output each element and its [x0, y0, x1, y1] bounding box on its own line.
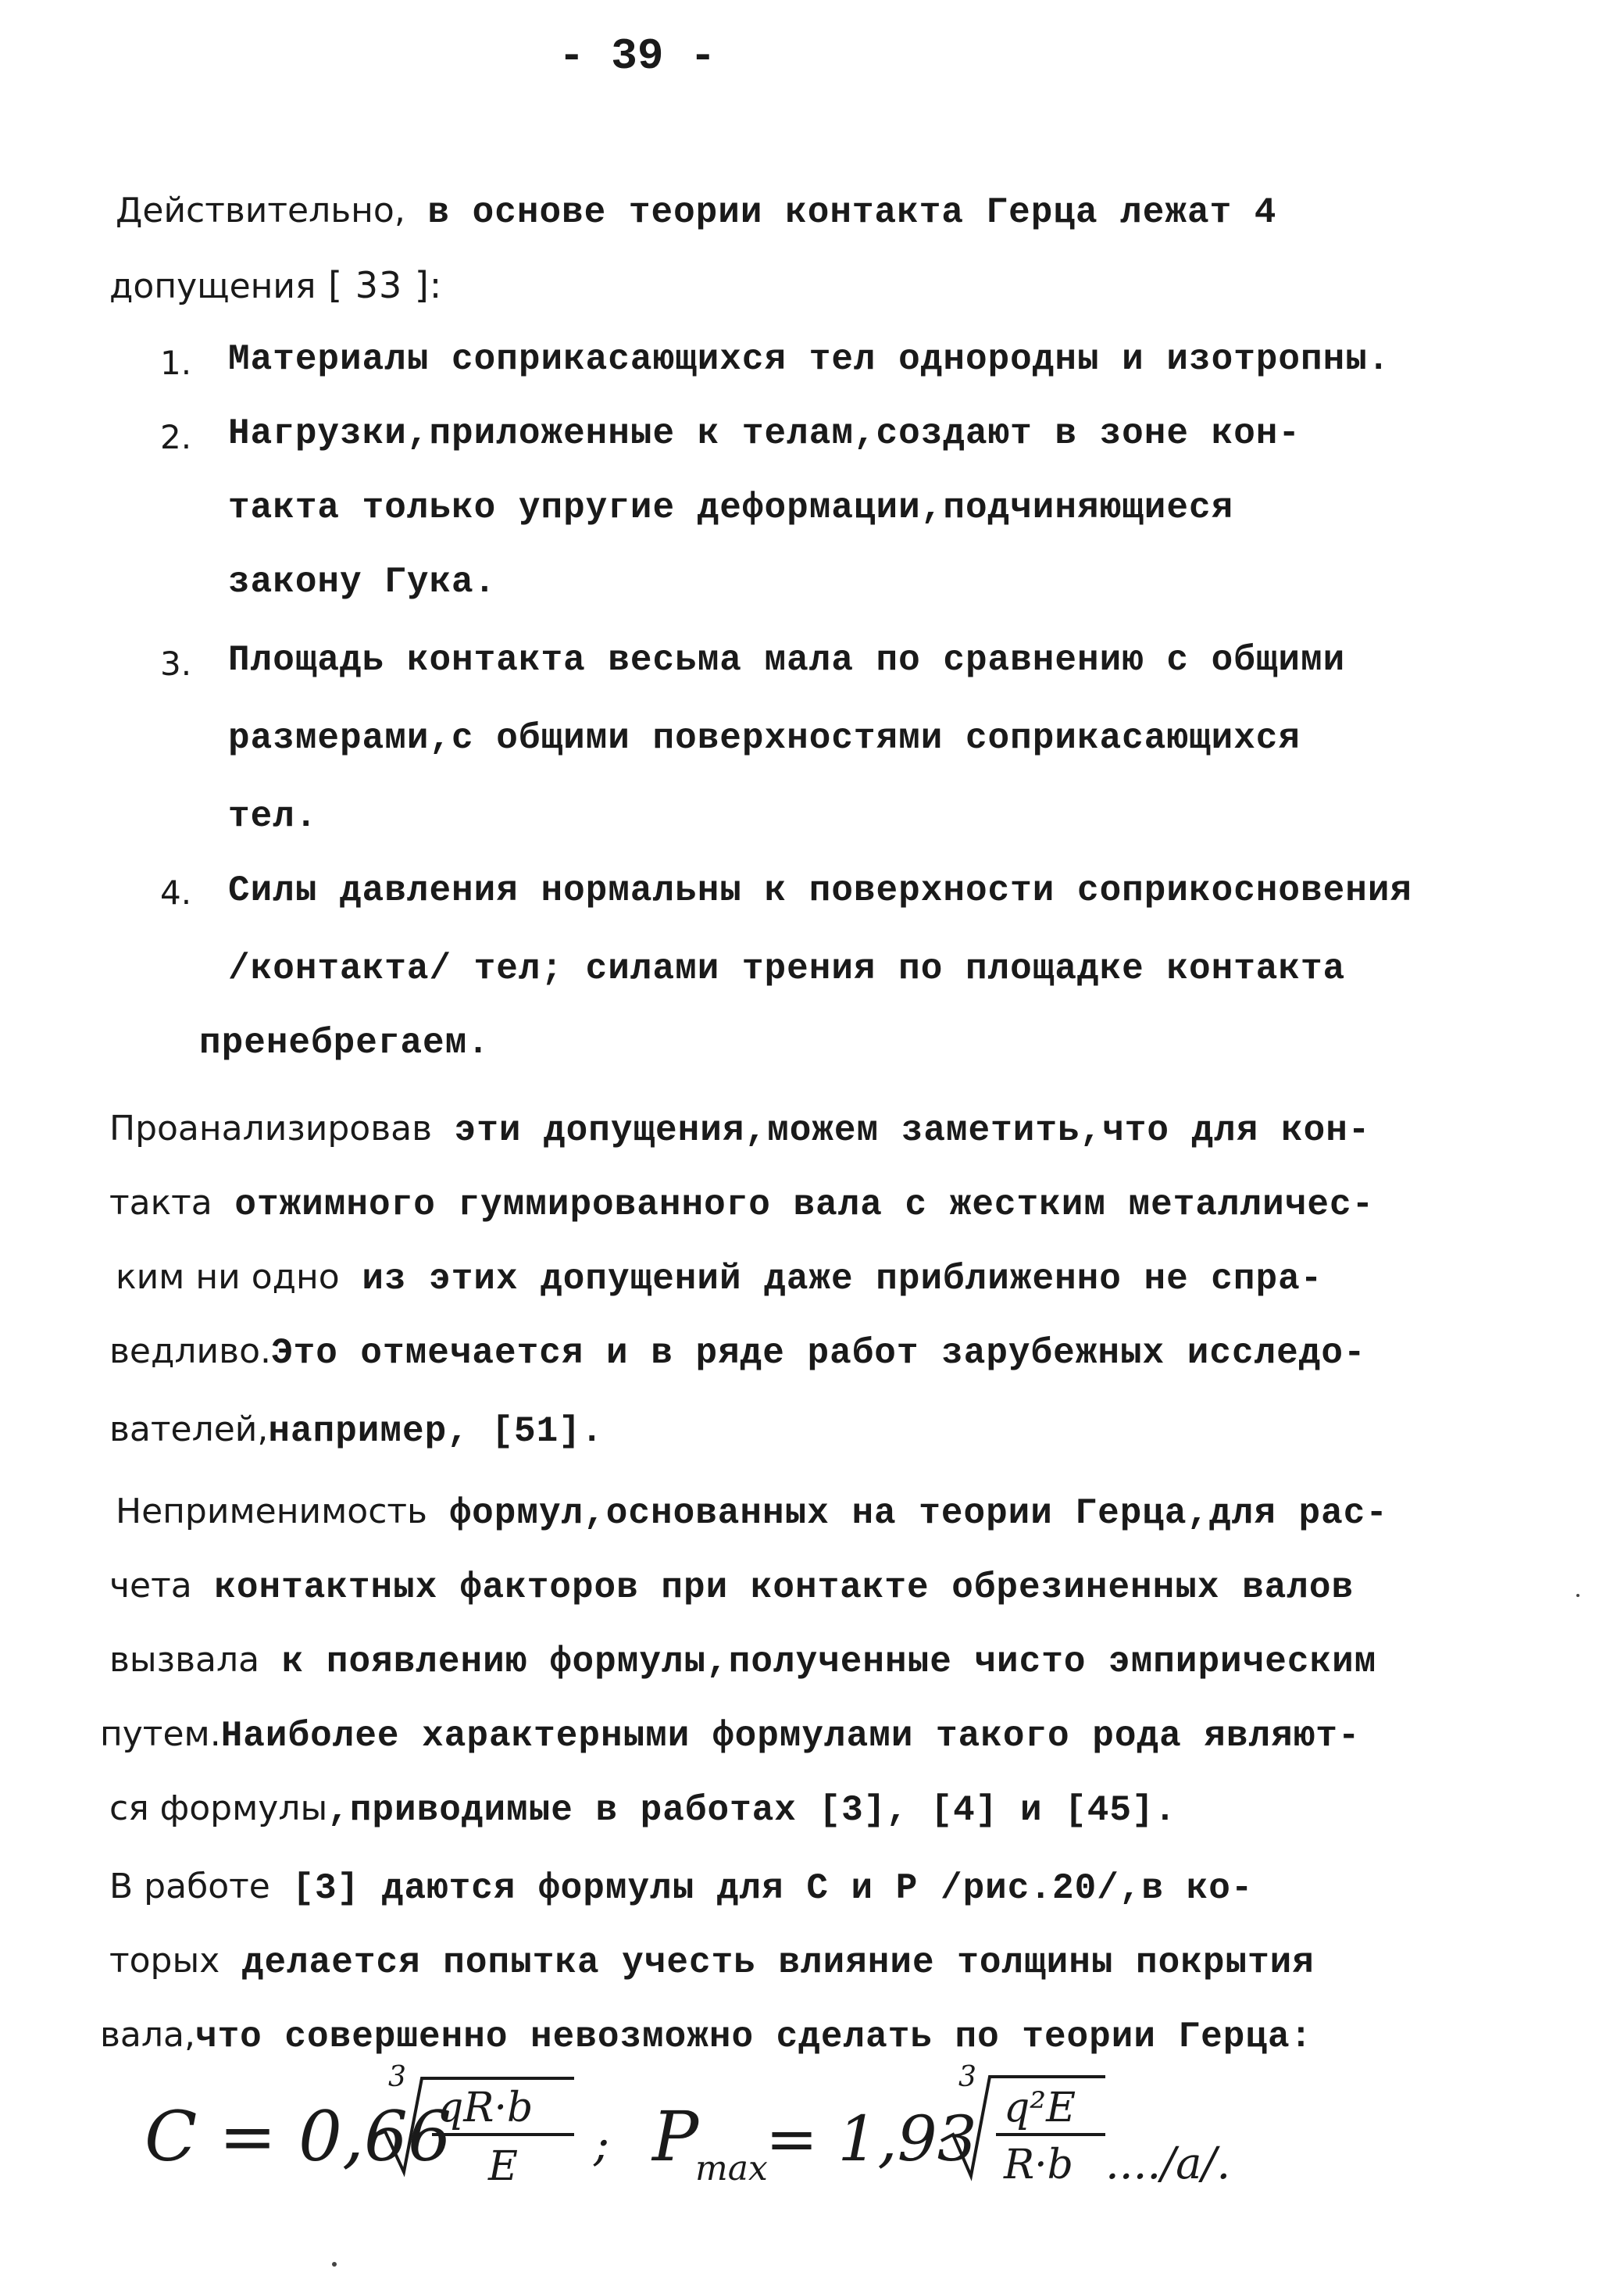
para3-line-3-lead: вала,: [100, 2015, 195, 2055]
para2-line-5: [109, 1785, 1176, 1834]
speck: [1576, 1594, 1579, 1597]
para1-line-1: [109, 1106, 1370, 1154]
para2-line-2: [109, 1563, 1354, 1611]
intro-line-1: [116, 188, 1276, 236]
list-item-3-line-1: Площадь контакта весьма мала по сравнению с общими: [228, 640, 1346, 681]
para3-line-2-body: делается попытка учесть влияние толщины покрытия: [220, 1942, 1315, 1983]
list-item-3-number: 3.: [160, 645, 192, 683]
para2-line-5-body: ,приводимые в работах [3], [4] и [45].: [327, 1790, 1177, 1831]
formula-p-denominator: R·b: [1004, 2142, 1073, 2188]
para2-line-4-lead: путем.: [100, 1714, 221, 1754]
para1-line-2: [109, 1180, 1374, 1228]
formula-separator: ;: [594, 2117, 610, 2172]
para1-line-2-body: отжимного гуммированного вала с жестким металличес-: [212, 1184, 1375, 1225]
list-item-4-line-3: пренебрегаем.: [199, 1023, 490, 1063]
list-item-1-number: 1.: [160, 344, 192, 382]
formula-c-numerator: qR·b: [437, 2085, 534, 2131]
para2-line-3: [109, 1637, 1376, 1685]
formula-p-lhs: P: [652, 2096, 699, 2177]
list-item-2-line-1: Нагрузки,приложенные к телам,создают в зоне кон-: [228, 413, 1301, 454]
para2-line-3-lead: вызвала: [109, 1640, 260, 1680]
para2-line-4-body: Наиболее характерными формулами такого рода являют-: [220, 1716, 1361, 1756]
list-item-2-line-3: закону Гука.: [228, 562, 497, 602]
para2-line-2-lead: чета: [109, 1566, 192, 1606]
list-item-3-line-2: размерами,с общими поверхностями соприкасающихся: [228, 718, 1301, 759]
para3-line-2: [109, 1938, 1315, 1986]
formula-c-lhs: C = 0,66: [145, 2096, 452, 2177]
list-item-1-line-1: Материалы соприкасающихся тел однородны и изотропны.: [228, 339, 1390, 380]
para1-line-5-body: например, [51].: [268, 1411, 604, 1452]
para3-line-1-lead: В работе: [109, 1867, 270, 1906]
list-item-4-number: 4.: [160, 874, 192, 912]
intro-line-2-body: [ 33 ]:: [316, 264, 443, 306]
para1-line-3-body: из этих допущений даже приближенно не спра-: [339, 1259, 1323, 1299]
para1-line-5-lead: вателей,: [109, 1409, 269, 1449]
list-item-4-line-2: /контакта/ тел; силами трения по площадке контакта: [228, 949, 1346, 989]
para1-line-2-lead: такта: [109, 1183, 212, 1223]
list-item-4-line-1: Силы давления нормальны к поверхности соприкосновения: [228, 870, 1413, 911]
para1-line-1-body: эти допущения,можем заметить,что для кон-: [432, 1110, 1371, 1151]
intro-line-1-lead: Действительно,: [116, 191, 405, 230]
para3-line-1: [109, 1863, 1253, 1912]
formula-p-eq: = 1,93: [766, 2103, 977, 2175]
list-item-3-line-3: тел.: [228, 796, 318, 837]
intro-line-2: [109, 262, 442, 312]
list-item-2-number: 2.: [160, 418, 192, 456]
para2-line-2-body: контактных факторов при контакте обрезиненных валов: [191, 1567, 1355, 1608]
para3-line-2-lead: торых: [109, 1941, 220, 1981]
para1-line-4-body: Это отмечается и в ряде работ зарубежных исследо-: [270, 1333, 1366, 1374]
para2-line-1-body: формул,основанных на теории Герца,для рас-: [427, 1493, 1388, 1534]
para1-line-3-lead: ким ни одно: [116, 1257, 340, 1297]
formula-c-denominator: E: [488, 2143, 518, 2190]
intro-line-2-lead: допущения: [109, 266, 316, 306]
para2-line-5-lead: ся формулы: [109, 1788, 328, 1828]
para2-line-1: [116, 1488, 1388, 1537]
para2-line-4: [100, 1711, 1361, 1760]
para1-line-5: [109, 1406, 603, 1455]
para1-line-4: [109, 1328, 1366, 1377]
para1-line-3: [116, 1254, 1322, 1302]
para3-line-3: [100, 2012, 1312, 2060]
para2-line-1-lead: Неприменимость: [116, 1492, 427, 1531]
formula: [137, 2063, 1308, 2203]
para3-line-3-body: что совершенно невозможно сделать по теории Герца:: [195, 2017, 1313, 2057]
formula-p-root-index: 3: [958, 2063, 976, 2093]
formula-p-sub: max: [695, 2149, 768, 2188]
para1-line-1-lead: Проанализировав: [109, 1109, 433, 1149]
list-item-2-line-2: такта только упругие деформации,подчиняющиеся: [228, 488, 1234, 528]
para3-line-1-body: [3] даются формулы для C и P /рис.20/,в ко-: [269, 1868, 1254, 1909]
formula-p-numerator: q²E: [1004, 2085, 1076, 2131]
formula-c-root-index: 3: [388, 2063, 406, 2093]
para1-line-4-lead: ведливо.: [109, 1331, 271, 1371]
para2-line-3-body: к появлению формулы,полученные чисто эмпирическим: [259, 1642, 1377, 1682]
speck: [332, 2262, 337, 2267]
page-number: - 39 -: [559, 31, 716, 81]
formula-tail: ..../a/.: [1105, 2138, 1231, 2189]
intro-line-1-body: в основе теории контакта Герца лежат 4: [405, 192, 1277, 233]
